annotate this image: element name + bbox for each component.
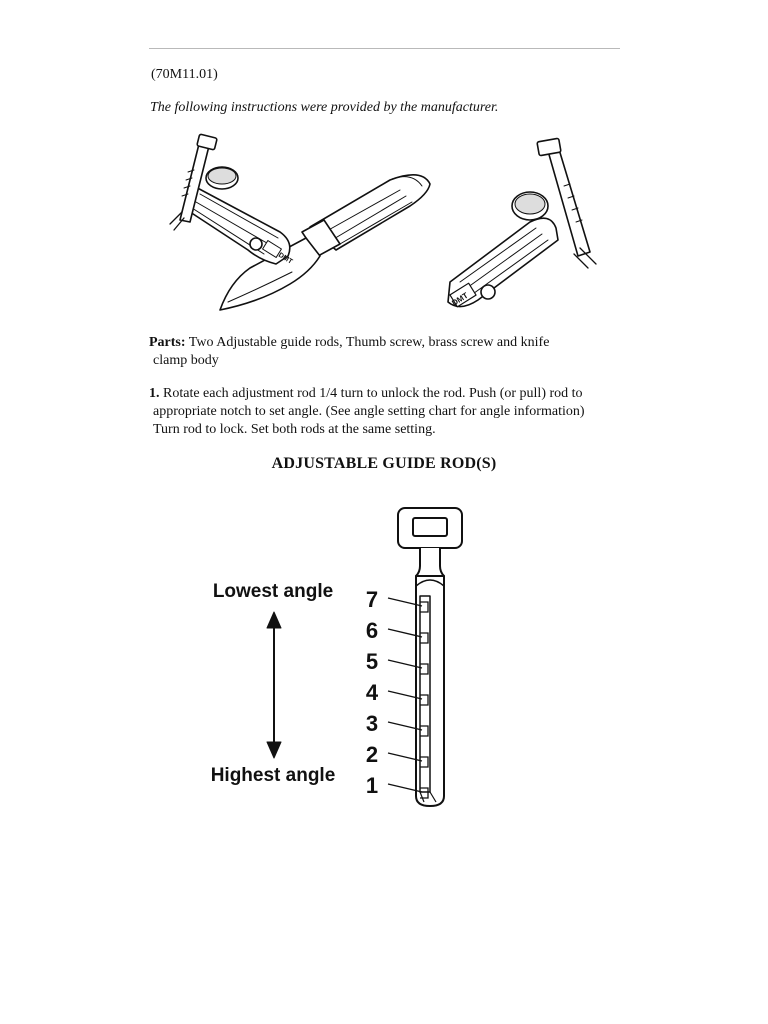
step-1-line-1: Rotate each adjustment rod 1/4 turn to unlock the rod. Push (or pull) rod to <box>159 386 583 401</box>
knife-clamp-illustration <box>160 132 620 328</box>
lowest-angle-label: Lowest angle <box>212 581 334 602</box>
notch-number-2: 2 <box>365 742 379 767</box>
step-1-line-2: appropriate notch to set angle. (See angle setting chart for angle information) <box>153 404 585 419</box>
right-clamp-logo: DMT <box>450 290 470 308</box>
notch-number-5: 5 <box>365 649 379 674</box>
rod-head-slot <box>413 518 447 536</box>
section-heading: ADJUSTABLE GUIDE ROD(S) <box>271 455 497 472</box>
parts-line-1: Two Adjustable guide rods, Thumb screw, brass screw and knife <box>185 335 550 350</box>
step-1-number: 1. <box>149 386 160 401</box>
arrow-down-icon <box>267 742 281 758</box>
notch-number-4: 4 <box>365 680 379 705</box>
left-brass-screw <box>250 238 262 250</box>
notch-number-3: 3 <box>365 711 379 736</box>
parts-line-2: clamp body <box>153 353 219 368</box>
parts-label: Parts: <box>149 335 186 350</box>
notch-number-7: 7 <box>365 587 379 612</box>
document-code: (70M11.01) <box>151 67 218 82</box>
notch-number-1: 1 <box>365 773 379 798</box>
right-brass-screw <box>481 285 495 299</box>
step-1-paragraph <box>149 385 629 439</box>
intro-text: The following instructions were provided by the manufacturer. <box>150 100 499 115</box>
notch-number-6: 6 <box>365 618 379 643</box>
highest-angle-label: Highest angle <box>210 765 336 786</box>
guide-rod-diagram <box>200 500 490 815</box>
arrow-up-icon <box>267 612 281 628</box>
top-divider <box>149 48 620 49</box>
parts-paragraph <box>149 334 629 370</box>
step-1-line-3: Turn rod to lock. Set both rods at the same setting. <box>153 422 436 437</box>
left-clamp-logo: DMT <box>276 251 294 266</box>
